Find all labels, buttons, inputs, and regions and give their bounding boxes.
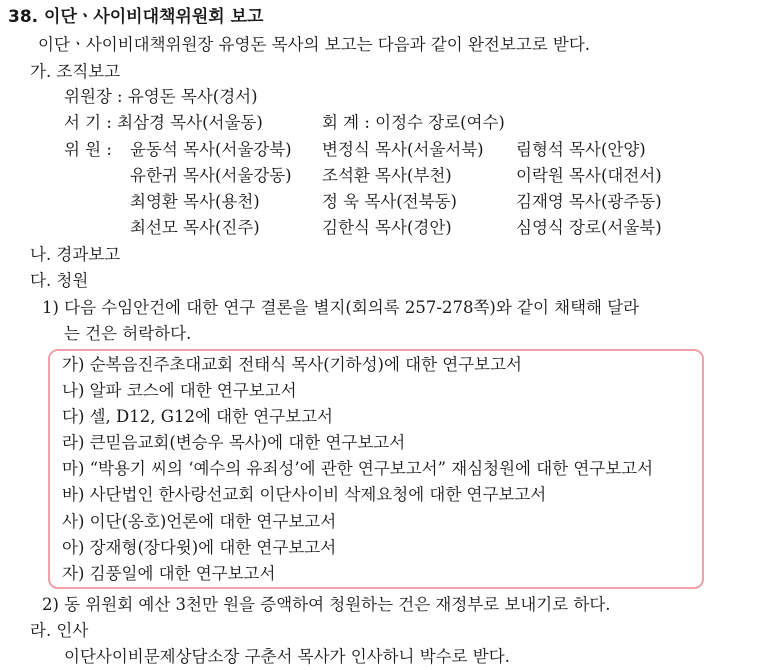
subitem-ja: 자) 김풍일에 대한 연구보고서 [62, 564, 276, 583]
member-3-1: 최영환 목사(용천) [130, 192, 260, 211]
section-da-heading: 다. 청원 [30, 271, 89, 290]
section-ra-heading: 라. 인사 [30, 621, 89, 640]
subitem-a: 아) 장재형(장다윗)에 대한 연구보고서 [62, 538, 337, 557]
member-2-1: 유한귀 목사(서울강동) [130, 166, 292, 185]
section-ga-heading: 가. 조직보고 [30, 62, 121, 81]
intro-text: 이단ㆍ사이비대책위원장 유영돈 목사의 보고는 다음과 같이 완전보고로 받다. [38, 35, 591, 54]
subitem-ra: 라) 큰믿음교회(변승우 목사)에 대한 연구보고서 [62, 433, 406, 452]
report-title: 38. 이단ㆍ사이비대책위원회 보고 [8, 7, 264, 27]
chair-line: 위원장 : 유영돈 목사(경서) [64, 87, 258, 106]
subitem-ga: 가) 순복음진주초대교회 전태식 목사(기하성)에 대한 연구보고서 [62, 355, 522, 374]
member-1-3: 림형석 목사(안양) [516, 140, 646, 159]
secretary-line: 서 기 : 최삼경 목사(서울동) [64, 113, 263, 132]
member-1-1: 윤동석 목사(서울강북) [130, 140, 292, 159]
member-3-2: 정 욱 목사(전북동) [322, 192, 457, 211]
members-label: 위 원 : [64, 140, 112, 159]
member-3-3: 김재영 목사(광주동) [516, 192, 662, 211]
petition-item-2: 2) 동 위원회 예산 3천만 원을 증액하여 청원하는 건은 재정부로 보내기로 하다. [42, 595, 611, 614]
section-ra-text: 이단사이비문제상담소장 구춘서 목사가 인사하니 박수로 받다. [64, 647, 510, 666]
member-4-1: 최선모 목사(진주) [130, 218, 260, 237]
subitem-ba: 바) 사단법인 한사랑선교회 이단사이비 삭제요청에 대한 연구보고서 [62, 485, 547, 504]
subitem-da: 다) 셀, D12, G12에 대한 연구보고서 [62, 407, 333, 426]
member-1-2: 변정식 목사(서울서북) [322, 140, 484, 159]
subitem-na: 나) 알파 코스에 대한 연구보고서 [62, 381, 297, 400]
member-4-3: 심영식 장로(서울북) [516, 218, 662, 237]
subitem-ma: 마) “박용기 씨의 ‘예수의 유죄성’에 관한 연구보고서” 재심청원에 대한 연구보고서 [62, 459, 654, 478]
member-2-3: 이락원 목사(대전서) [516, 166, 662, 185]
petition-item-1-line-2: 는 건은 허락하다. [64, 324, 192, 343]
subitem-sa: 사) 이단(옹호)언론에 대한 연구보고서 [62, 512, 337, 531]
petition-item-1-line-1: 1) 다음 수임안건에 대한 연구 결론을 별지(회의록 257-278쪽)와 같이 채택해 달라 [42, 298, 640, 317]
member-4-2: 김한식 목사(경안) [322, 218, 452, 237]
member-2-2: 조석환 목사(부천) [322, 166, 452, 185]
treasurer-line: 회 계 : 이정수 장로(여수) [322, 113, 505, 132]
section-na-heading: 나. 경과보고 [30, 245, 121, 264]
